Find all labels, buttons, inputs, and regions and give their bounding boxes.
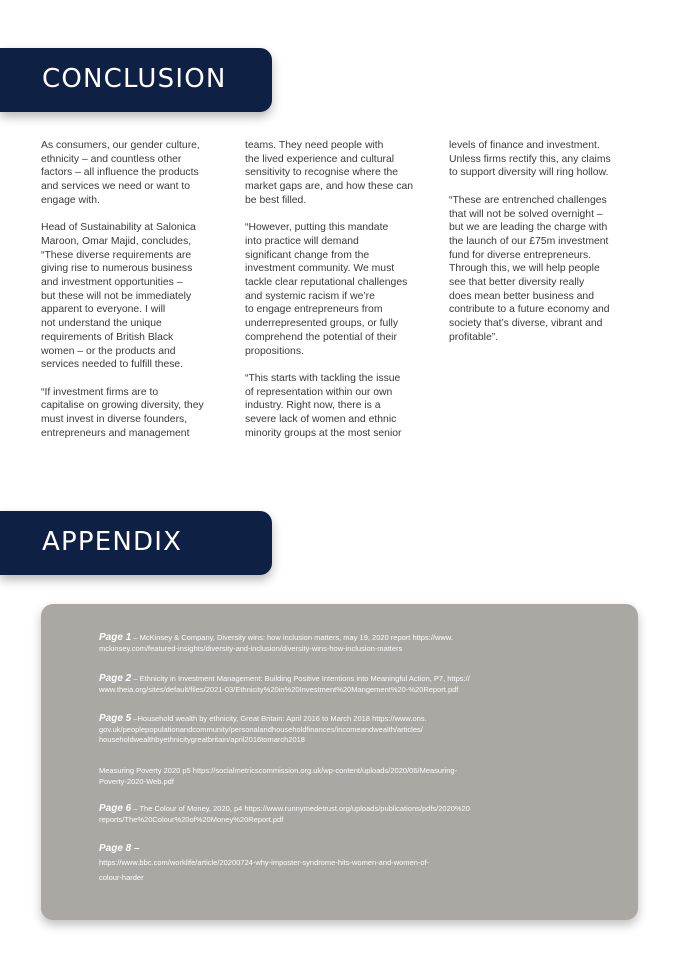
conclusion-title: CONCLUSION: [42, 64, 227, 94]
reference-page-suffix: –: [131, 843, 140, 854]
reference-item: [99, 674, 591, 695]
reference-page: Page 5: [99, 713, 132, 724]
conclusion-column-2: [245, 139, 437, 454]
paragraph: levels of finance and investment. Unless firms rectify this, any claims to support diversity will ring hollow.: [449, 140, 611, 179]
reference-text: Measuring Poverty 2020 p5 https://socialmetricscommission.org.uk/wp-content/uploads/2020/06/Measuring- Poverty-2020-Web.pdf: [99, 766, 458, 786]
reference-item: [99, 766, 591, 787]
paragraph: As consumers, our gender culture, ethnicity – and countless other factors – all influence the products and services we need or want to engage with.: [41, 140, 200, 206]
appendix-banner: [0, 511, 272, 575]
reference-page: Page 8: [99, 843, 132, 854]
paragraph: teams. They need people with the lived experience and cultural sensitivity to recognise where the market gaps are, and how these can be best filled.: [245, 140, 414, 206]
reference-text: – The Colour of Money, 2020, p4 https://www.runnymedetrust.org/uploads/publications/pdfs/2020%20 reports/The%20Colour%20of%20Money%20Report.pdf: [99, 804, 470, 824]
appendix-title: APPENDIX: [42, 527, 183, 557]
appendix-references-box: [41, 604, 638, 920]
reference-page: Page 6: [99, 803, 132, 814]
conclusion-banner: [0, 48, 272, 112]
reference-item: [99, 633, 591, 654]
reference-item: [99, 844, 591, 885]
reference-text: –Household wealth by ethnicity, Great Britain: April 2016 to March 2018 https://www.ons. gov.uk/peoplepopulationandcommunity/personalandhouseholdfinances/incomeandwealth/articles/ householdwealthbyethnicitygreatbritain/april2016tomarch2018: [99, 714, 427, 745]
paragraph: “These are entrenched challenges that will not be solved overnight – but we are leading the charge with the launch of our £75m investment fund for diverse entrepreneurs. Through this, we will help people see that better diversity really does mean better business and contribute to a future economy and society that’s diverse, vibrant and profitable”.: [449, 194, 610, 343]
paragraph: “If investment firms are to capitalise on growing diversity, they must invest in diverse founders, entrepreneurs and management: [41, 386, 204, 439]
conclusion-column-3: [449, 139, 641, 358]
conclusion-column-1: [41, 139, 233, 454]
reference-text: – Ethnicity in Investment Management: Building Positive Intentions into Meaningful Action, P7, https:// www.theia.org/sites/default/files/2021-03/Ethnicity%20in%20Investment%20Mangement%20-%20Report.pdf: [99, 674, 470, 694]
reference-item: [99, 714, 591, 746]
reference-item: [99, 804, 591, 825]
paragraph: “However, putting this mandate into practice will demand significant change from the investment community. We must tackle clear reputational challenges and systemic racism if we’re to engage entrepreneurs from underrepresented groups, or fully comprehend the potential of their propositions.: [245, 222, 408, 357]
paragraph: Head of Sustainability at Salonica Maroon, Omar Majid, concludes, “These diverse requirements are giving rise to numerous business and investment opportunities – but these will not be immediately apparent to everyone. I will not understand the unique requirements of British Black women – or the products and services needed to fulfill these.: [41, 222, 196, 371]
reference-text: https://www.bbc.com/worklife/article/20200724-why-imposter-syndrome-hits-women-and-women-of- colour-harder: [99, 857, 430, 882]
reference-page: Page 1: [99, 632, 132, 643]
paragraph: “This starts with tackling the issue of representation within our own industry. Right now, there is a severe lack of women and ethnic minority groups at the most senior: [245, 372, 402, 439]
reference-page: Page 2: [99, 673, 132, 684]
reference-text: – McKinsey & Company, Diversity wins: how inclusion matters, may 19, 2020 report https://www. mckinsey.com/featured-insights/diversity-and-inclusion/diversity-wins-how-inclusion-matters: [99, 633, 453, 653]
